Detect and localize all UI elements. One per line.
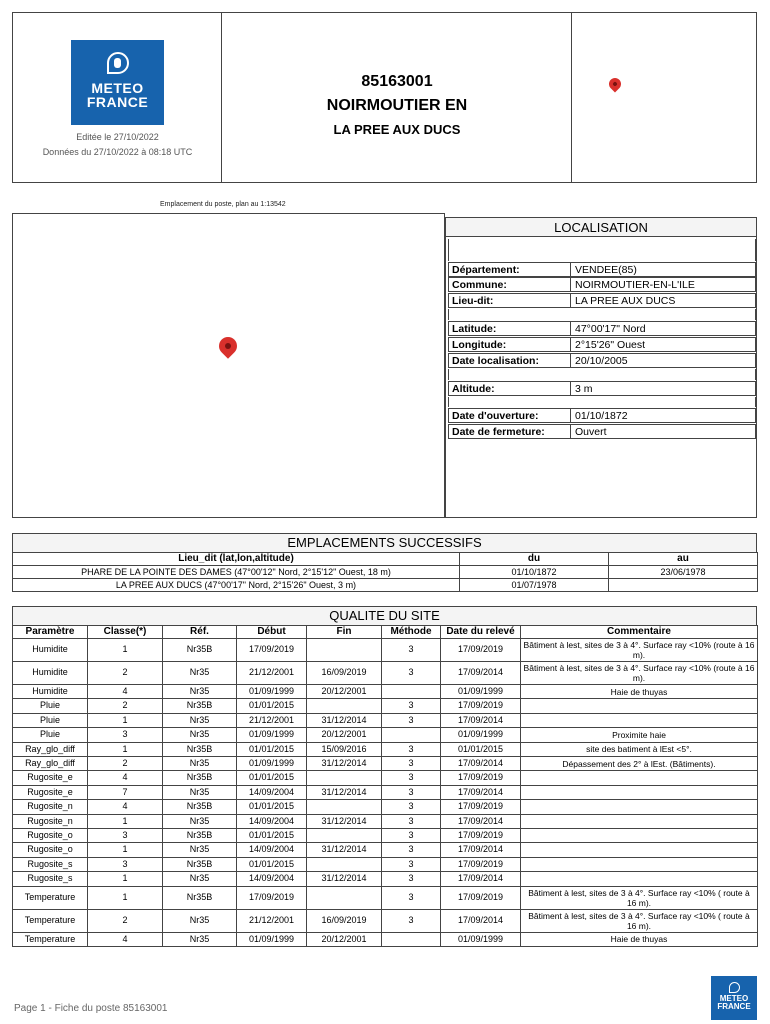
localisation-key: Date de fermeture: [450, 425, 571, 438]
table-cell: LA PREE AUX DUCS (47°00'17" Nord, 2°15'26" Ouest, 3 m) [13, 579, 460, 592]
localisation-row [448, 262, 756, 277]
table-row [13, 814, 758, 828]
table-cell: 3 [382, 639, 441, 662]
table-cell [521, 800, 758, 814]
table-row [13, 909, 758, 932]
table-cell: 23/06/1978 [609, 566, 758, 579]
header-box [12, 12, 757, 183]
table-cell: site des batiment à lEst <5°. [521, 742, 758, 756]
table-cell: Nr35B [163, 699, 237, 713]
column-header: Réf. [163, 626, 237, 639]
table-row [13, 566, 758, 579]
table-cell: 31/12/2014 [307, 872, 382, 886]
table-cell: 2 [88, 757, 163, 771]
table-row [13, 579, 758, 592]
table-cell [521, 843, 758, 857]
meteo-france-logo [71, 40, 164, 125]
table-row [13, 742, 758, 756]
table-row [13, 662, 758, 685]
header-brand-cell [13, 13, 222, 182]
table-cell: 17/09/2014 [441, 662, 521, 685]
localisation-key: Commune: [450, 278, 571, 291]
table-cell: Nr35 [163, 685, 237, 699]
table-cell: Rugosite_e [13, 771, 88, 785]
table-cell: 17/09/2019 [441, 639, 521, 662]
table-cell: 31/12/2014 [307, 843, 382, 857]
table-cell: Rugosite_o [13, 843, 88, 857]
table-cell: 3 [88, 829, 163, 843]
table-row [13, 699, 758, 713]
localisation-row [448, 381, 756, 396]
table-cell: 1 [88, 639, 163, 662]
table-cell: 3 [382, 771, 441, 785]
table-row [13, 771, 758, 785]
table-cell: 17/09/2019 [237, 886, 307, 909]
localisation-key: Date d'ouverture: [450, 409, 571, 422]
table-cell: Haie de thuyas [521, 932, 758, 946]
table-row [13, 639, 758, 662]
station-code: 85163001 [361, 73, 433, 90]
emplacements-title: EMPLACEMENTS SUCCESSIFS [12, 533, 757, 552]
table-cell: 17/09/2019 [441, 800, 521, 814]
table-cell: 31/12/2014 [307, 785, 382, 799]
table-cell [382, 685, 441, 699]
table-cell: 01/09/1999 [441, 685, 521, 699]
table-cell: 2 [88, 662, 163, 685]
localisation-spacer [448, 397, 756, 407]
table-cell: Nr35B [163, 857, 237, 871]
table-cell: 4 [88, 800, 163, 814]
table-row [13, 728, 758, 742]
meteo-france-symbol-icon [107, 52, 129, 74]
table-cell: 20/12/2001 [307, 932, 382, 946]
table-cell: Bâtiment à lest, sites de 3 à 4°. Surface ray <10% ( route à 16 m). [521, 886, 758, 909]
qualite-title: QUALITE DU SITE [12, 606, 757, 625]
localisation-spacer [448, 239, 756, 261]
table-cell [521, 857, 758, 871]
table-cell: Nr35 [163, 785, 237, 799]
table-cell: 14/09/2004 [237, 872, 307, 886]
table-cell: 17/09/2019 [237, 639, 307, 662]
table-cell: 2 [88, 909, 163, 932]
localisation-value: 20/10/2005 [575, 355, 628, 367]
table-cell [307, 699, 382, 713]
table-cell: 1 [88, 872, 163, 886]
table-cell: Nr35 [163, 932, 237, 946]
table-cell: 17/09/2019 [441, 699, 521, 713]
localisation-value: NOIRMOUTIER-EN-L'ILE [575, 279, 695, 291]
localisation-key: Longitude: [450, 338, 571, 351]
table-cell: Dépassement des 2° à lEst. (Bâtiments). [521, 757, 758, 771]
table-cell [382, 728, 441, 742]
table-cell: 1 [88, 713, 163, 727]
table-cell: Nr35 [163, 843, 237, 857]
data-time: Données du 27/10/2022 à 08:18 UTC [42, 147, 193, 157]
table-cell [382, 932, 441, 946]
table-cell: Humidite [13, 662, 88, 685]
table-cell: 01/01/2015 [237, 742, 307, 756]
table-cell: 17/09/2014 [441, 909, 521, 932]
table-cell [521, 785, 758, 799]
table-cell: 17/09/2014 [441, 814, 521, 828]
table-cell: 20/12/2001 [307, 728, 382, 742]
table-row [13, 800, 758, 814]
table-cell: 3 [88, 857, 163, 871]
localisation-value: 3 m [575, 383, 593, 395]
table-cell: 3 [382, 886, 441, 909]
table-cell: Temperature [13, 886, 88, 909]
table-cell: Rugosite_s [13, 857, 88, 871]
table-cell: 17/09/2014 [441, 785, 521, 799]
localisation-key: Lieu-dit: [450, 294, 571, 307]
table-row [13, 932, 758, 946]
localisation-value: Ouvert [575, 426, 607, 438]
table-cell: Nr35B [163, 639, 237, 662]
page-footer: Page 1 - Fiche du poste 85163001 [14, 1003, 168, 1014]
table-cell: 3 [382, 872, 441, 886]
table-row [13, 785, 758, 799]
table-cell: 3 [382, 662, 441, 685]
table-cell: 3 [382, 713, 441, 727]
station-name-line1: NOIRMOUTIER EN [326, 97, 468, 114]
table-cell: Bâtiment à lest, sites de 3 à 4°. Surface ray <10% (route à 16 m). [521, 662, 758, 685]
table-row [13, 829, 758, 843]
table-cell: 01/09/1999 [237, 728, 307, 742]
column-header: au [609, 553, 758, 566]
localisation-row [448, 353, 756, 368]
table-cell [307, 800, 382, 814]
localisation-value: 2°15'26" Ouest [575, 339, 646, 351]
table-cell [521, 829, 758, 843]
table-row [13, 843, 758, 857]
localisation-row [448, 408, 756, 423]
table-cell: 20/12/2001 [307, 685, 382, 699]
station-name-line2: LA PREE AUX DUCS [333, 122, 461, 137]
map-caption: Emplacement du poste, plan au 1:13542 [160, 201, 286, 208]
localisation-row [448, 337, 756, 352]
qualite-section [12, 606, 757, 947]
localisation-value: VENDEE(85) [575, 264, 637, 276]
emplacements-table [12, 552, 758, 592]
table-cell: Rugosite_o [13, 829, 88, 843]
table-cell: 21/12/2001 [237, 713, 307, 727]
table-cell: Nr35B [163, 800, 237, 814]
table-cell: Temperature [13, 909, 88, 932]
table-cell: 17/09/2019 [441, 771, 521, 785]
localisation-value: 01/10/1872 [575, 410, 628, 422]
table-cell: 01/09/1999 [237, 757, 307, 771]
table-cell: 01/10/1872 [460, 566, 609, 579]
localisation-row [448, 293, 756, 308]
table-cell: Nr35 [163, 713, 237, 727]
localisation-value: 47°00'17" Nord [575, 323, 646, 335]
table-cell: 17/09/2014 [441, 843, 521, 857]
table-cell: 3 [382, 757, 441, 771]
emplacements-section [12, 533, 757, 592]
table-cell: 3 [382, 814, 441, 828]
localisation-key: Altitude: [450, 382, 571, 395]
table-cell: 3 [382, 857, 441, 871]
table-cell: Rugosite_n [13, 814, 88, 828]
meteo-france-footer-logo [711, 976, 757, 1020]
table-cell: Nr35 [163, 728, 237, 742]
localisation-row [448, 277, 756, 292]
table-cell [609, 579, 758, 592]
table-cell: 7 [88, 785, 163, 799]
table-cell: Nr35 [163, 814, 237, 828]
localisation-key: Date localisation: [450, 354, 571, 367]
map-pin-icon [215, 333, 240, 358]
table-cell: 01/01/2015 [237, 771, 307, 785]
table-cell: 17/09/2014 [441, 713, 521, 727]
table-cell: 31/12/2014 [307, 757, 382, 771]
table-cell: Nr35 [163, 662, 237, 685]
table-cell: 3 [382, 800, 441, 814]
localisation-panel [445, 217, 757, 518]
station-map[interactable] [12, 213, 445, 518]
table-cell: 3 [382, 829, 441, 843]
table-cell: 01/01/2015 [441, 742, 521, 756]
table-cell: 21/12/2001 [237, 662, 307, 685]
table-cell: Rugosite_e [13, 785, 88, 799]
table-cell: Temperature [13, 932, 88, 946]
column-header: Lieu_dit (lat,lon,altitude) [13, 553, 460, 566]
column-header: Fin [307, 626, 382, 639]
table-cell: 1 [88, 843, 163, 857]
table-cell: 31/12/2014 [307, 713, 382, 727]
table-cell [307, 829, 382, 843]
table-cell: 01/01/2015 [237, 699, 307, 713]
table-cell: Humidite [13, 639, 88, 662]
table-cell [521, 814, 758, 828]
table-cell: 4 [88, 771, 163, 785]
table-cell [521, 771, 758, 785]
table-cell: 01/09/1999 [441, 932, 521, 946]
table-cell [307, 639, 382, 662]
table-cell: 31/12/2014 [307, 814, 382, 828]
table-cell: Rugosite_s [13, 872, 88, 886]
table-cell: Nr35B [163, 829, 237, 843]
localisation-spacer [448, 309, 756, 320]
table-cell: Proximite haie [521, 728, 758, 742]
table-cell: 01/01/2015 [237, 857, 307, 871]
table-cell: Pluie [13, 728, 88, 742]
table-cell: 17/09/2014 [441, 872, 521, 886]
table-row [13, 685, 758, 699]
localisation-spacer [448, 369, 756, 380]
localisation-title: LOCALISATION [446, 218, 756, 237]
table-cell: 17/09/2019 [441, 857, 521, 871]
column-header: du [460, 553, 609, 566]
column-header: Paramètre [13, 626, 88, 639]
column-header: Méthode [382, 626, 441, 639]
column-header: Classe(*) [88, 626, 163, 639]
table-row [13, 857, 758, 871]
table-cell: 4 [88, 685, 163, 699]
table-cell: 3 [382, 699, 441, 713]
table-cell: 3 [88, 728, 163, 742]
localisation-key: Latitude: [450, 322, 571, 335]
table-cell: 01/07/1978 [460, 579, 609, 592]
brand-line1: METEO [91, 80, 144, 96]
table-cell: Nr35B [163, 886, 237, 909]
table-cell: 21/12/2001 [237, 909, 307, 932]
footer-brand-line2: FRANCE [717, 1002, 751, 1011]
table-cell: 01/09/1999 [441, 728, 521, 742]
brand-line2: FRANCE [86, 94, 149, 110]
meteo-france-symbol-icon [729, 982, 740, 993]
table-cell [307, 771, 382, 785]
qualite-table [12, 625, 758, 947]
header-title-cell [222, 13, 572, 182]
table-row [13, 757, 758, 771]
table-cell: Humidite [13, 685, 88, 699]
column-header: Début [237, 626, 307, 639]
table-cell: 15/09/2016 [307, 742, 382, 756]
table-cell: 14/09/2004 [237, 785, 307, 799]
table-cell: 3 [382, 843, 441, 857]
table-cell: 3 [382, 742, 441, 756]
table-cell: Nr35 [163, 872, 237, 886]
table-cell: Bâtiment à lest, sites de 3 à 4°. Surface ray <10% ( route à 16 m). [521, 909, 758, 932]
table-cell: 1 [88, 814, 163, 828]
table-row [13, 872, 758, 886]
table-cell [521, 872, 758, 886]
footer-brand-line1: METEO [719, 994, 749, 1003]
column-header: Commentaire [521, 626, 758, 639]
table-cell: 01/01/2015 [237, 829, 307, 843]
table-cell: Nr35B [163, 771, 237, 785]
table-row [13, 713, 758, 727]
table-cell: Nr35 [163, 909, 237, 932]
table-cell: 16/09/2019 [307, 662, 382, 685]
table-cell: Ray_glo_diff [13, 757, 88, 771]
table-cell: 3 [382, 909, 441, 932]
table-cell: 16/09/2019 [307, 909, 382, 932]
table-row [13, 886, 758, 909]
table-cell: 17/09/2019 [441, 886, 521, 909]
table-cell: PHARE DE LA POINTE DES DAMES (47°00'12" Nord, 2°15'12" Ouest, 18 m) [13, 566, 460, 579]
table-cell: 2 [88, 699, 163, 713]
localisation-row [448, 321, 756, 336]
table-cell: 1 [88, 886, 163, 909]
table-cell: Rugosite_n [13, 800, 88, 814]
localisation-row [448, 424, 756, 439]
table-cell: 01/01/2015 [237, 800, 307, 814]
table-cell [307, 886, 382, 909]
table-cell: Ray_glo_diff [13, 742, 88, 756]
table-cell: 3 [382, 785, 441, 799]
table-cell: 17/09/2019 [441, 829, 521, 843]
edited-date: Editée le 27/10/2022 [76, 132, 159, 142]
table-cell: Bâtiment à lest, sites de 3 à 4°. Surface ray <10% (route à 16 m). [521, 639, 758, 662]
table-cell: Nr35B [163, 742, 237, 756]
table-cell: 14/09/2004 [237, 843, 307, 857]
table-cell: 01/09/1999 [237, 932, 307, 946]
table-cell: Pluie [13, 699, 88, 713]
table-cell: 01/09/1999 [237, 685, 307, 699]
map-pin-icon [607, 76, 624, 93]
table-cell: Haie de thuyas [521, 685, 758, 699]
table-cell [521, 699, 758, 713]
table-cell: Nr35 [163, 757, 237, 771]
table-cell: 14/09/2004 [237, 814, 307, 828]
table-cell: Pluie [13, 713, 88, 727]
table-cell [307, 857, 382, 871]
table-cell: 17/09/2014 [441, 757, 521, 771]
column-header: Date du relevé [441, 626, 521, 639]
localisation-key: Département: [450, 263, 571, 276]
table-cell: 1 [88, 742, 163, 756]
table-cell: 4 [88, 932, 163, 946]
localisation-value: LA PREE AUX DUCS [575, 295, 676, 307]
table-cell [521, 713, 758, 727]
